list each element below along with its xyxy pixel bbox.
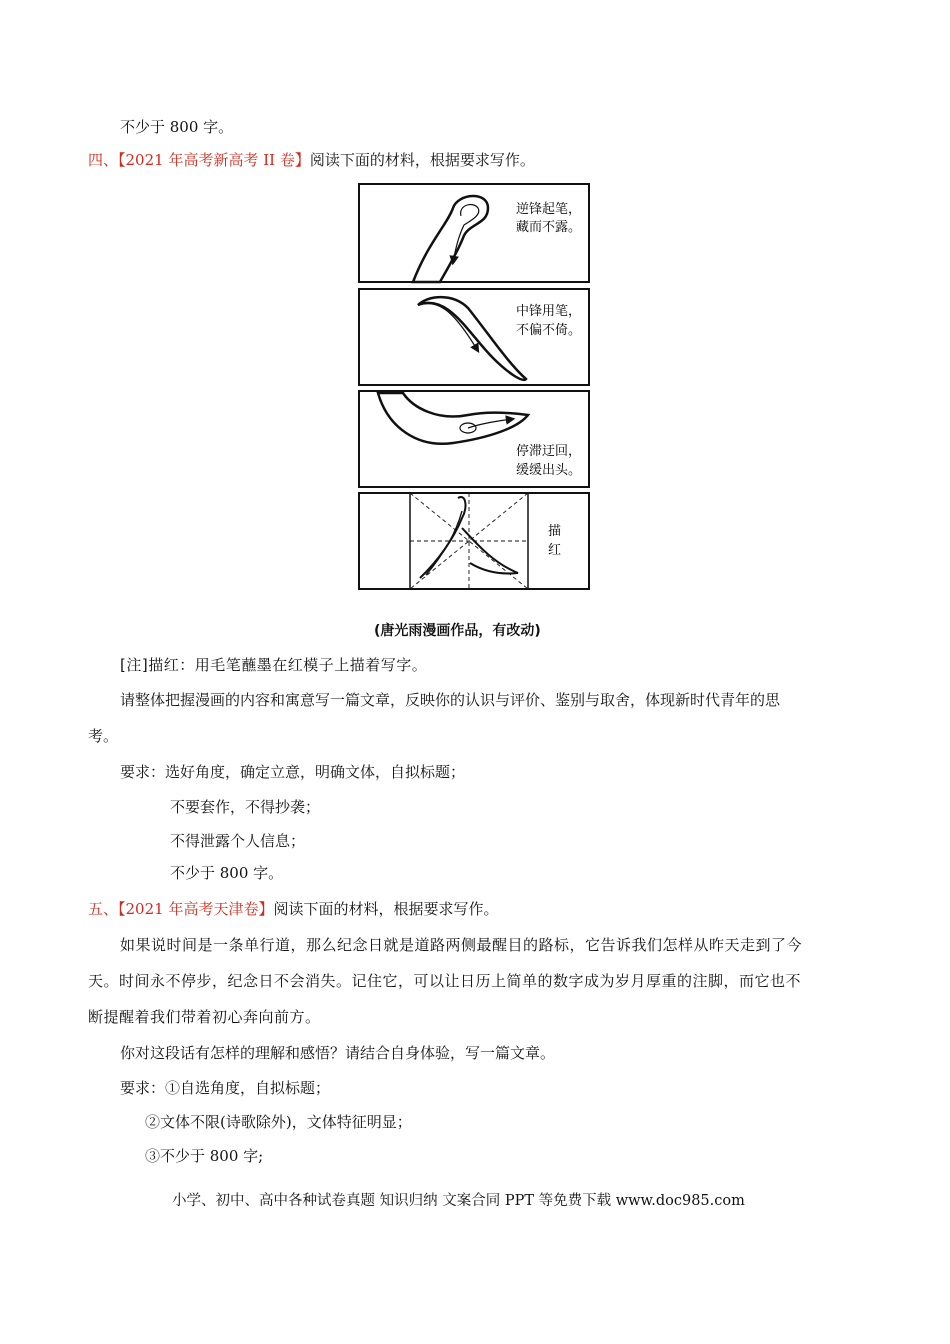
panel2-text-2: 不偏不倚。	[516, 323, 582, 338]
sec5-material-line-2: 天。时间永不停步，纪念日不会消失。记住它，可以让日历上简单的数字成为岁月厚重的注脚，而它也不	[88, 972, 802, 990]
sec4-task-line-1: 请整体把握漫画的内容和寓意写一篇文章，反映你的认识与评价、鉴别与取舍，体现新时代青年的思	[120, 691, 781, 709]
sec4-prompt: 阅读下面的材料，根据要求写作。	[309, 151, 535, 169]
comic-caption: (唐光雨漫画作品，有改动)	[374, 623, 541, 639]
comic-panel-2	[359, 289, 589, 385]
panel3-text-1: 停滞迂回，	[516, 444, 582, 459]
panel3-text-2: 缓缓出头。	[516, 463, 582, 478]
comic-panel-3	[359, 391, 589, 487]
panel2-text-1: 中锋用笔，	[516, 304, 582, 319]
comic-panel-4	[359, 493, 589, 589]
calligraphy-comic	[358, 183, 590, 593]
sec4-source: 【2021 年高考新高考 II 卷】	[118, 151, 310, 169]
sec5-material-line-1: 如果说时间是一条单行道，那么纪念日就是道路两侧最醒目的路标，它告诉我们怎样从昨天走到了今	[120, 936, 803, 954]
sec5-source: 【2021 年高考天津卷】	[118, 900, 274, 918]
sec5-number: 五、	[88, 900, 119, 918]
sec5-req-line-3: ③不少于 800 字;	[145, 1147, 264, 1165]
sec4-number: 四、	[88, 151, 119, 169]
sec4-req-line-3: 不得泄露个人信息；	[170, 832, 306, 850]
page-footer: 小学、初中、高中各种试卷真题 知识归纳 文案合同 PPT 等免费下载 www.doc985.com	[172, 1193, 745, 1209]
panel4-text-1: 描	[548, 524, 562, 539]
sec5-material-line-3: 断提醒着我们带着初心奔向前方。	[88, 1008, 321, 1026]
panel4-text-2: 红	[548, 543, 562, 558]
sec4-note: [注]描红：用毛笔蘸墨在红模子上描着写字。	[120, 656, 428, 674]
sec5-req-line-2: ②文体不限(诗歌除外)，文体特征明显；	[145, 1113, 412, 1131]
comic-panel-1	[359, 184, 589, 282]
panel1-text-2: 藏而不露。	[516, 220, 582, 235]
sec4-req-line-4: 不少于 800 字。	[170, 864, 284, 882]
sec4-heading	[88, 150, 535, 170]
sec5-heading	[88, 899, 498, 919]
sec4-req-line-1: 要求：选好角度，确定立意，明确文体，自拟标题；	[120, 763, 466, 781]
sec4-req-line-2: 不要套作，不得抄袭；	[170, 798, 321, 816]
sec3-tail: 不少于 800 字。	[120, 118, 234, 136]
sec5-task: 你对这段话有怎样的理解和感悟？请结合自身体验，写一篇文章。	[120, 1044, 556, 1062]
sec5-req-line-1: 要求：①自选角度，自拟标题；	[120, 1079, 331, 1097]
panel1-text-1: 逆锋起笔，	[516, 202, 582, 217]
sec4-task-line-2: 考。	[88, 727, 119, 745]
sec5-prompt: 阅读下面的材料，根据要求写作。	[273, 900, 499, 918]
